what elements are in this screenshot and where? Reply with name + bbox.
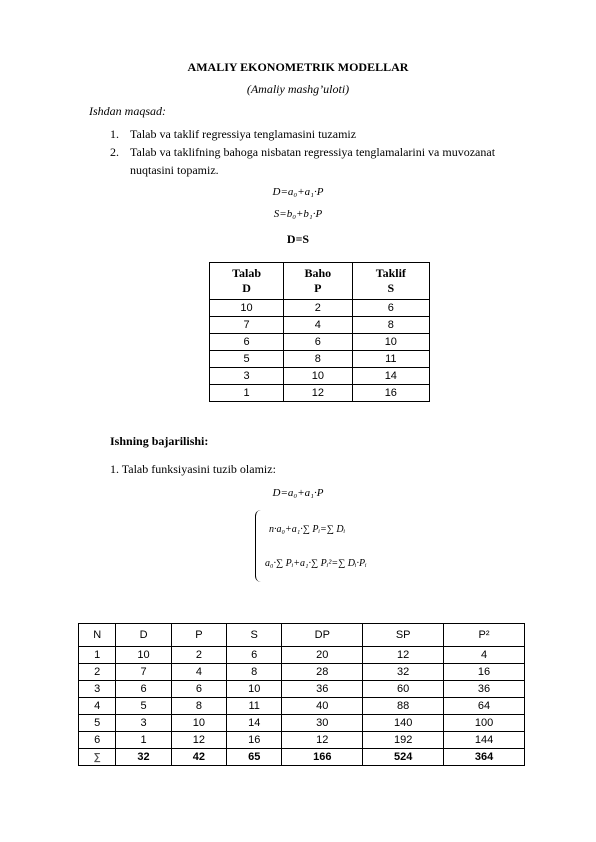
table-cell: 30 (282, 715, 363, 732)
total-cell: 524 (363, 749, 444, 766)
goal-list (110, 125, 530, 179)
table-cell: 12 (284, 385, 353, 402)
table-header-row (210, 263, 430, 300)
table-cell: 32 (363, 664, 444, 681)
table-cell: 10 (284, 368, 353, 385)
total-cell: 65 (227, 749, 282, 766)
total-cell: 32 (116, 749, 171, 766)
total-cell: 364 (444, 749, 525, 766)
table-cell: 36 (444, 681, 525, 698)
table-cell: 10 (210, 300, 284, 317)
table-row (210, 385, 430, 402)
table-row (79, 698, 525, 715)
page-subtitle: (Amaliy mashg’uloti) (246, 82, 350, 96)
goal-item-text: Talab va taklif regressiya tenglamasini tuzamiz (130, 127, 357, 141)
table-cell: 2 (79, 664, 116, 681)
table-row (79, 732, 525, 749)
table-cell: 28 (282, 664, 363, 681)
calculation-table (78, 623, 525, 766)
column-header: N (79, 624, 116, 647)
table-row (210, 300, 430, 317)
table-cell: 6 (227, 647, 282, 664)
total-cell: 166 (282, 749, 363, 766)
step-1-text: 1. Talab funksiyasini tuzib olamiz: (110, 462, 276, 476)
goal-label: Ishdan maqsad: (89, 104, 166, 118)
equilibrium-condition: D=S (286, 232, 310, 246)
table-cell: 3 (210, 368, 284, 385)
table-cell: 8 (352, 317, 429, 334)
table-cell: 64 (444, 698, 525, 715)
step-1-equation: D=a₀+a₁·P (272, 487, 324, 499)
table-cell: 2 (171, 647, 226, 664)
header-baho: Baho P (284, 263, 353, 300)
section-title: Ishning bajarilishi: (110, 434, 209, 448)
system-equation-2: a₀·∑ Pᵢ+a₁·∑ Pᵢ²=∑ Dᵢ·Pᵢ (265, 558, 367, 569)
table-cell: 10 (352, 334, 429, 351)
table-cell: 8 (284, 351, 353, 368)
table-cell: 16 (227, 732, 282, 749)
page-title: AMALIY EKONOMETRIK MODELLAR (187, 60, 409, 74)
table-cell: 10 (227, 681, 282, 698)
table-cell: 11 (227, 698, 282, 715)
table-cell: 8 (227, 664, 282, 681)
table-cell: 6 (352, 300, 429, 317)
table-cell: 36 (282, 681, 363, 698)
table-cell: 60 (363, 681, 444, 698)
table-row (79, 647, 525, 664)
table-cell: 4 (284, 317, 353, 334)
table-cell: 144 (444, 732, 525, 749)
column-header: P² (444, 624, 525, 647)
total-row (79, 749, 525, 766)
table-cell: 1 (79, 647, 116, 664)
table-cell: 6 (210, 334, 284, 351)
table-row (210, 351, 430, 368)
table-cell: 16 (352, 385, 429, 402)
demand-equation: D=a₀+a₁·P (272, 186, 324, 198)
table-cell: 2 (284, 300, 353, 317)
table-cell: 7 (210, 317, 284, 334)
table-cell: 12 (171, 732, 226, 749)
column-header: DP (282, 624, 363, 647)
table-cell: 10 (171, 715, 226, 732)
column-header: S (227, 624, 282, 647)
normal-equations-system (255, 510, 455, 584)
table-cell: 3 (116, 715, 171, 732)
table-cell: 3 (79, 681, 116, 698)
table-cell: 10 (116, 647, 171, 664)
table-row (79, 664, 525, 681)
table-cell: 8 (171, 698, 226, 715)
table-cell: 88 (363, 698, 444, 715)
table-cell: 11 (352, 351, 429, 368)
data-table (209, 262, 430, 402)
table-row (210, 317, 430, 334)
table-cell: 6 (79, 732, 116, 749)
header-talab: Talab D (210, 263, 284, 300)
table-cell: 1 (116, 732, 171, 749)
table-cell: 5 (116, 698, 171, 715)
table-cell: 14 (352, 368, 429, 385)
table-cell: 12 (282, 732, 363, 749)
table-cell: 7 (116, 664, 171, 681)
column-header: D (116, 624, 171, 647)
table-cell: 40 (282, 698, 363, 715)
table-cell: 6 (116, 681, 171, 698)
table-cell: 4 (79, 698, 116, 715)
table-cell: 5 (210, 351, 284, 368)
table-cell: 140 (363, 715, 444, 732)
table-cell: 100 (444, 715, 525, 732)
goal-item-number: 2. (110, 145, 119, 159)
supply-equation: S=b₀+b₁·P (273, 208, 323, 220)
table-row (210, 334, 430, 351)
table-cell: 14 (227, 715, 282, 732)
goal-item (110, 143, 530, 179)
table-cell: 6 (171, 681, 226, 698)
column-header: P (171, 624, 226, 647)
total-cell: 42 (171, 749, 226, 766)
table-cell: 12 (363, 647, 444, 664)
table-row (79, 681, 525, 698)
table-cell: 6 (284, 334, 353, 351)
table-cell: 16 (444, 664, 525, 681)
table-cell: 5 (79, 715, 116, 732)
header-taklif: Taklif S (352, 263, 429, 300)
column-header: SP (363, 624, 444, 647)
table-cell: 20 (282, 647, 363, 664)
table-header-row (79, 624, 525, 647)
left-brace (255, 510, 264, 582)
table-row (210, 368, 430, 385)
goal-item-text: Talab va taklifning bahoga nisbatan regressiya tenglamalarini va muvozanat nuqtasini topamiz. (130, 145, 496, 177)
table-cell: 4 (171, 664, 226, 681)
table-cell: 1 (210, 385, 284, 402)
system-equation-1: n·a₀+a₁·∑ Pᵢ=∑ Dᵢ (269, 524, 346, 535)
table-cell: 4 (444, 647, 525, 664)
goal-item-number: 1. (110, 127, 119, 141)
goal-item (110, 125, 530, 143)
table-row (79, 715, 525, 732)
sum-label: ∑ (79, 749, 116, 766)
table-cell: 192 (363, 732, 444, 749)
